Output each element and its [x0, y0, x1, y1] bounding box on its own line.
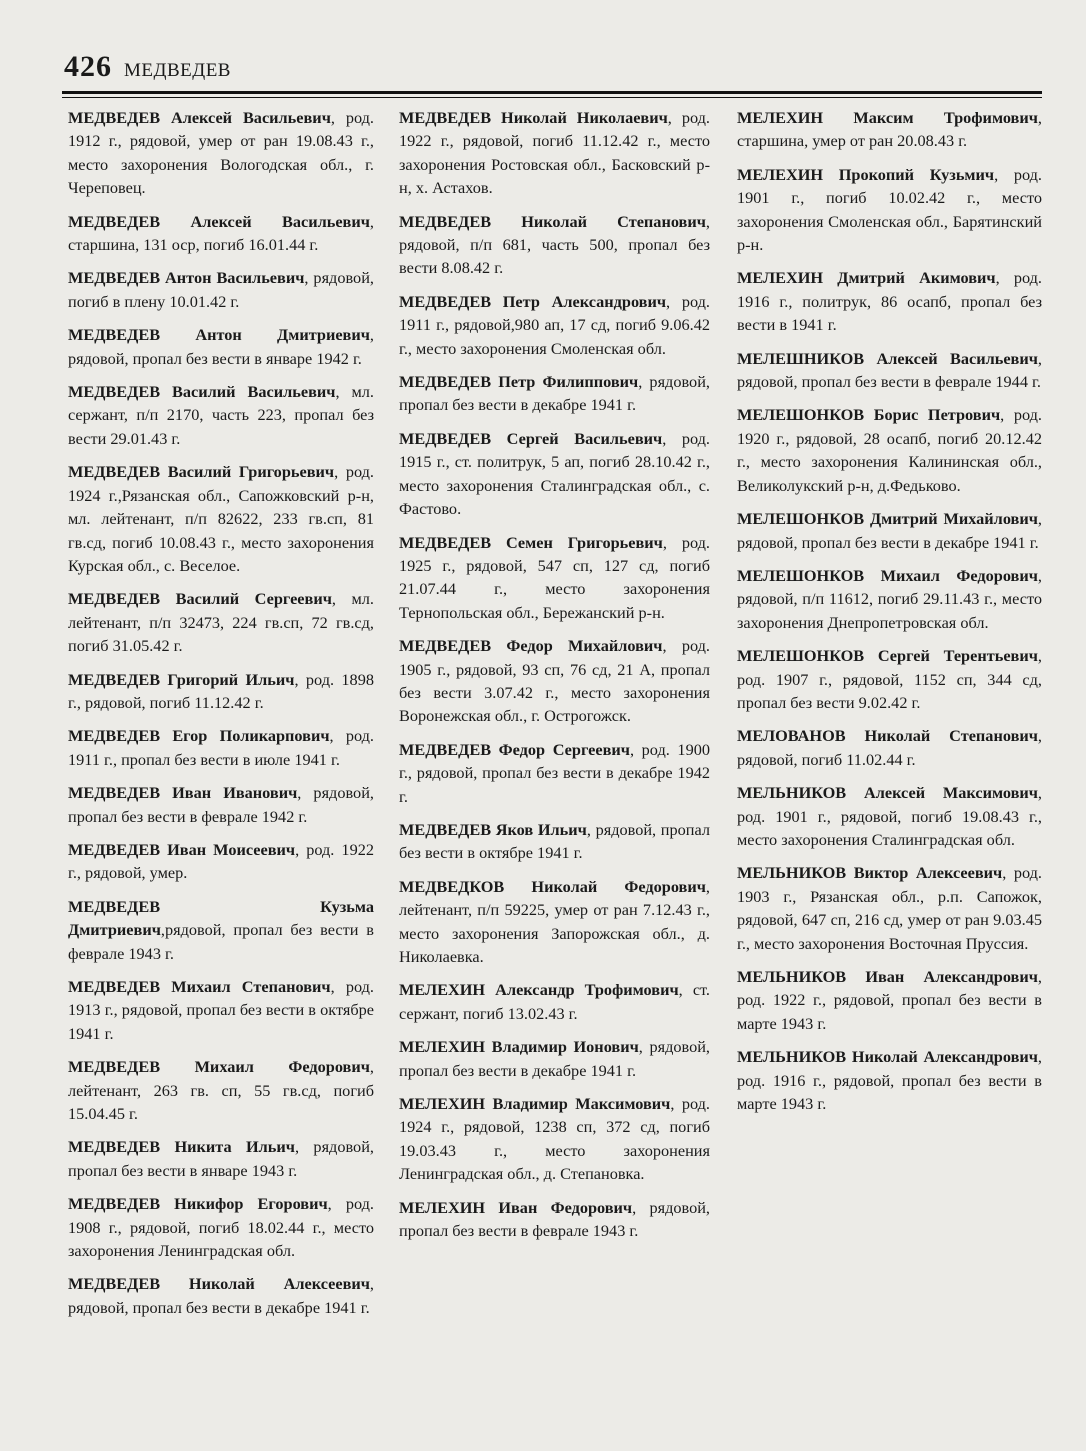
header-rule-thick	[62, 91, 1042, 94]
register-entry	[399, 818, 710, 865]
entry-name: МЕДВЕДЕВ Василий Сергеевич	[68, 589, 332, 609]
register-entry	[68, 323, 374, 370]
entry-details: , ст. сержант, погиб 13.02.43 г.	[399, 980, 711, 1023]
entry-name: МЕЛЕХИН Владимир Ионович	[399, 1037, 639, 1057]
register-entry	[737, 861, 1042, 955]
entry-name: МЕДВЕДЕВ Федор Сергеевич	[399, 739, 630, 759]
entry-details: , род. 1915 г., ст. политрук, 5 ап, погиб 28.10.42 г., место захоронения Сталинградская обл., с. Фастово.	[399, 428, 710, 519]
register-entry	[68, 587, 374, 657]
entry-name: МЕЛЕХИН Максим Трофимович	[737, 108, 1038, 127]
register-entry	[68, 668, 374, 715]
entry-name: МЕЛОВАНОВ Николай Степанович	[737, 726, 1038, 746]
entry-details: , род. 1912 г., рядовой, умер от ран 19.08.43 г., место захоронения Вологодская обл., г. Череповец.	[68, 108, 374, 198]
register-entry	[68, 210, 374, 257]
entry-details: , род. 1922 г., рядовой, умер.	[68, 839, 374, 883]
entry-details: , род. 1916 г., политрук, 86 осапб, пропал без вести в 1941 г.	[737, 268, 1042, 335]
entry-name: МЕЛЬНИКОВ Иван Александрович	[737, 967, 1038, 986]
register-entry	[68, 380, 374, 450]
register-entry	[737, 965, 1042, 1035]
entry-name: МЕДВЕДЕВ Федор Михайлович	[399, 636, 663, 656]
entry-name: МЕДВЕДЕВ Василий Григорьевич	[68, 462, 335, 482]
register-entry	[737, 564, 1042, 634]
register-entry	[399, 290, 710, 360]
entry-details: , род. 1920 г., рядовой, 28 осапб, погиб 20.12.42 г., место захоронения Калининская обл., Великолукский р-н, д.Федьково.	[737, 405, 1042, 495]
entry-name: МЕДВЕДЕВ Петр Александрович	[399, 291, 667, 311]
page-number: 426	[64, 50, 112, 83]
register-entry	[68, 781, 374, 828]
register-entry	[737, 644, 1042, 714]
running-title: МЕДВЕДЕВ	[124, 60, 231, 81]
entry-details: , старшина, умер от ран 20.08.43 г.	[737, 108, 1042, 151]
entry-details: , лейтенант, 263 гв. сп, 55 гв.сд, погиб 15.04.45 г.	[68, 1057, 374, 1124]
entry-name: МЕДВЕДЕВ Петр Филиппович	[399, 372, 639, 392]
entry-details: , старшина, 131 оср, погиб 16.01.44 г.	[68, 211, 374, 255]
register-entry	[737, 163, 1042, 257]
entry-details: , род. 1911 г., рядовой,980 ап, 17 сд, погиб 9.06.42 г., место захоронения Смоленская обл.	[399, 291, 710, 358]
entry-details: , род. 1907 г., рядовой, 1152 сп, 344 сд, пропал без вести 9.02.42 г.	[737, 646, 1042, 712]
text-column-1	[68, 106, 374, 1329]
entry-name: МЕЛЬНИКОВ Николай Александрович	[737, 1047, 1038, 1067]
entry-name: МЕДВЕДЕВ Антон Васильевич	[68, 268, 305, 288]
entry-details: , рядовой, пропал без вести в январе 1943 г.	[68, 1137, 374, 1180]
entry-name: МЕДВЕДЕВ Семен Григорьевич	[399, 532, 663, 552]
entry-details: , род. 1905 г., рядовой, 93 сп, 76 сд, 21 А, пропал без вести 3.07.42 г., место захоронения Воронежская обл., г. Острогожск.	[399, 636, 710, 726]
register-entry	[399, 210, 710, 280]
register-entry	[68, 895, 374, 965]
register-entry	[737, 266, 1042, 336]
entry-details: , рядовой, пропал без вести в декабре 1941 г.	[737, 509, 1042, 552]
entry-details: , род. 1903 г., Рязанская обл., р.п. Сапожок, рядовой, 647 сп, 216 сд, умер от ран 9.03.45 г., место захоронения Восточная Пруссия.	[737, 863, 1042, 953]
entry-name: МЕДВЕДЕВ Алексей Васильевич	[68, 108, 331, 127]
register-entry	[68, 1192, 374, 1262]
entry-details: , род. 1900 г., рядовой, пропал без вести в декабре 1942 г.	[399, 739, 710, 806]
entry-details: , рядовой, пропал без вести в январе 1942 г.	[68, 325, 374, 368]
entry-name: МЕДВЕДЕВ Алексей Васильевич	[68, 211, 370, 231]
register-entry	[68, 838, 374, 885]
register-entry	[399, 738, 710, 808]
text-column-3	[737, 106, 1042, 1125]
entry-name: МЕДВЕДКОВ Николай Федорович	[399, 876, 706, 896]
entry-details: , рядовой, пропал без вести в феврале 1944 г.	[737, 348, 1042, 392]
entry-details: , род. 1901 г., погиб 10.02.42 г., место захоронения Смоленская обл., Барятинский р-н.	[737, 164, 1042, 255]
register-entry	[399, 875, 710, 969]
entry-details: , род. 1922 г., рядовой, погиб 11.12.42 г., место захоронения Ростовская обл., Басковский р-н, х. Астахов.	[399, 108, 710, 198]
entry-details: , рядовой, пропал без вести в декабре 1941 г.	[399, 372, 710, 415]
entry-name: МЕЛЬНИКОВ Виктор Алексеевич	[737, 863, 1003, 883]
entry-details: , род. 1898 г., рядовой, погиб 11.12.42 г.	[68, 669, 374, 712]
text-column-2	[399, 106, 710, 1252]
entry-details: , рядовой, пропал без вести в феврале 1942 г.	[68, 783, 374, 826]
entry-name: МЕЛЕШОНКОВ Михаил Федорович	[737, 565, 1038, 585]
entry-name: МЕДВЕДЕВ Михаил Степанович	[68, 977, 331, 996]
register-entry	[68, 106, 374, 200]
entry-details: , род. 1901 г., рядовой, погиб 19.08.43 г., место захоронения Сталинградская обл.	[737, 783, 1042, 849]
register-entry	[399, 427, 710, 521]
register-entry	[737, 1045, 1042, 1115]
register-entry	[399, 1035, 710, 1082]
entry-name: МЕДВЕДЕВ Егор Поликарпович	[68, 726, 330, 746]
register-entry	[737, 507, 1042, 554]
entry-name: МЕЛЕШОНКОВ Борис Петрович	[737, 405, 1001, 425]
entry-name: МЕЛЬНИКОВ Алексей Максимович	[737, 783, 1038, 803]
entry-name: МЕЛЕХИН Владимир Максимович	[399, 1094, 671, 1114]
register-entry	[68, 1272, 374, 1319]
entry-details: , рядовой, погиб в плену 10.01.42 г.	[68, 268, 374, 311]
register-entry	[737, 106, 1042, 153]
entry-name: МЕЛЕШОНКОВ Сергей Терентьевич	[737, 646, 1038, 666]
register-entry	[68, 975, 374, 1045]
register-entry	[399, 531, 710, 625]
register-entry	[399, 978, 710, 1025]
entry-details: , рядовой, п/п 681, часть 500, пропал без вести 8.08.42 г.	[399, 211, 710, 278]
register-entry	[399, 1092, 710, 1186]
entry-name: МЕЛЕХИН Дмитрий Акимович	[737, 268, 996, 288]
entry-details: , рядовой, п/п 11612, погиб 29.11.43 г., место захоронения Днепропетровская обл.	[737, 565, 1042, 632]
entry-details: , род. 1925 г., рядовой, 547 сп, 127 сд, погиб 21.07.44 г., место захоронения Тернопольская обл., Бережанский р-н.	[399, 532, 710, 622]
entry-name: МЕЛЕХИН Прокопий Кузьмич	[737, 164, 995, 184]
entry-name: МЕДВЕДЕВ Григорий Ильич	[68, 669, 295, 689]
entry-details: , род. 1908 г., рядовой, погиб 18.02.44 г., место захоронения Ленинградская обл.	[68, 1194, 375, 1261]
entry-name: МЕДВЕДЕВ Иван Иванович	[68, 783, 298, 803]
page-header	[64, 50, 1044, 90]
entry-details: , род. 1922 г., рядовой, пропал без вести в марте 1943 г.	[737, 967, 1042, 1033]
entry-details: ,рядовой, пропал без вести в феврале 1943 г.	[68, 920, 374, 963]
entry-details: , мл. лейтенант, п/п 32473, 224 гв.сп, 72 гв.сд, погиб 31.05.42 г.	[68, 589, 375, 656]
register-entry	[68, 460, 374, 577]
entry-name: МЕДВЕДЕВ Николай Алексеевич	[68, 1274, 370, 1294]
entry-name: МЕДВЕДЕВ Василий Васильевич	[68, 382, 336, 402]
register-entry	[68, 724, 374, 771]
entry-details: , рядовой, пропал без вести в феврале 1943 г.	[399, 1197, 710, 1241]
header-rule-thin	[62, 97, 1042, 98]
entry-name: МЕДВЕДЕВ Никифор Егорович	[68, 1194, 328, 1214]
entry-details: , рядовой, пропал без вести в декабре 1941 г.	[399, 1037, 710, 1080]
entry-details: , рядовой, пропал без вести в декабре 1941 г.	[68, 1274, 374, 1317]
register-entry	[68, 1135, 374, 1182]
register-entry	[68, 1055, 374, 1125]
entry-name: МЕЛЕШОНКОВ Дмитрий Михайлович	[737, 509, 1038, 529]
entry-name: МЕЛЕШНИКОВ Алексей Васильевич	[737, 348, 1038, 368]
entry-details: , рядовой, пропал без вести в октябре 1941 г.	[399, 819, 710, 863]
entry-name: МЕДВЕДЕВ Иван Моисеевич	[68, 839, 296, 859]
register-entry	[68, 266, 374, 313]
register-entry	[399, 106, 710, 200]
entry-details: , род. 1913 г., рядовой, пропал без вести в октябре 1941 г.	[68, 977, 374, 1043]
entry-details: , род. 1911 г., пропал без вести в июле 1941 г.	[68, 726, 374, 769]
register-entry	[399, 634, 710, 728]
entry-name: МЕЛЕХИН Иван Федорович	[399, 1197, 633, 1217]
register-entry	[399, 1196, 710, 1243]
entry-name: МЕДВЕДЕВ Антон Дмитриевич	[68, 325, 370, 345]
entry-details: , лейтенант, п/п 59225, умер от ран 7.12.43 г., место захоронения Запорожская обл., д. Николаевка.	[399, 876, 710, 966]
entry-name: МЕДВЕДЕВ Кузьма Дмитриевич	[68, 896, 374, 940]
register-entry	[737, 781, 1042, 851]
entry-name: МЕДВЕДЕВ Михаил Федорович	[68, 1057, 370, 1077]
register-entry	[399, 370, 710, 417]
entry-details: , мл. сержант, п/п 2170, часть 223, пропал без вести 29.01.43 г.	[68, 382, 374, 448]
entry-name: МЕДВЕДЕВ Николай Николаевич	[399, 108, 668, 127]
entry-details: , рядовой, погиб 11.02.44 г.	[737, 726, 1042, 769]
entry-name: МЕДВЕДЕВ Сергей Васильевич	[399, 428, 663, 448]
entry-name: МЕДВЕДЕВ Никита Ильич	[68, 1137, 295, 1157]
entry-details: , род. 1924 г.,Рязанская обл., Сапожковский р-н, мл. лейтенант, п/п 82622, 233 гв.сп, 81 гв.сд, погиб 10.08.43 г., место захоронения Курская обл., с. Веселое.	[68, 462, 374, 575]
entry-details: , род. 1924 г., рядовой, 1238 сп, 372 сд, погиб 19.03.43 г., место захоронения Ленинградская обл., д. Степановка.	[399, 1094, 710, 1184]
register-entry	[737, 403, 1042, 497]
register-entry	[737, 724, 1042, 771]
entry-details: , род. 1916 г., рядовой, пропал без вести в марте 1943 г.	[737, 1047, 1042, 1114]
entry-name: МЕДВЕДЕВ Николай Степанович	[399, 211, 706, 231]
entry-name: МЕДВЕДЕВ Яков Ильич	[399, 819, 587, 839]
register-entry	[737, 347, 1042, 394]
entry-name: МЕЛЕХИН Александр Трофимович	[399, 980, 679, 1000]
